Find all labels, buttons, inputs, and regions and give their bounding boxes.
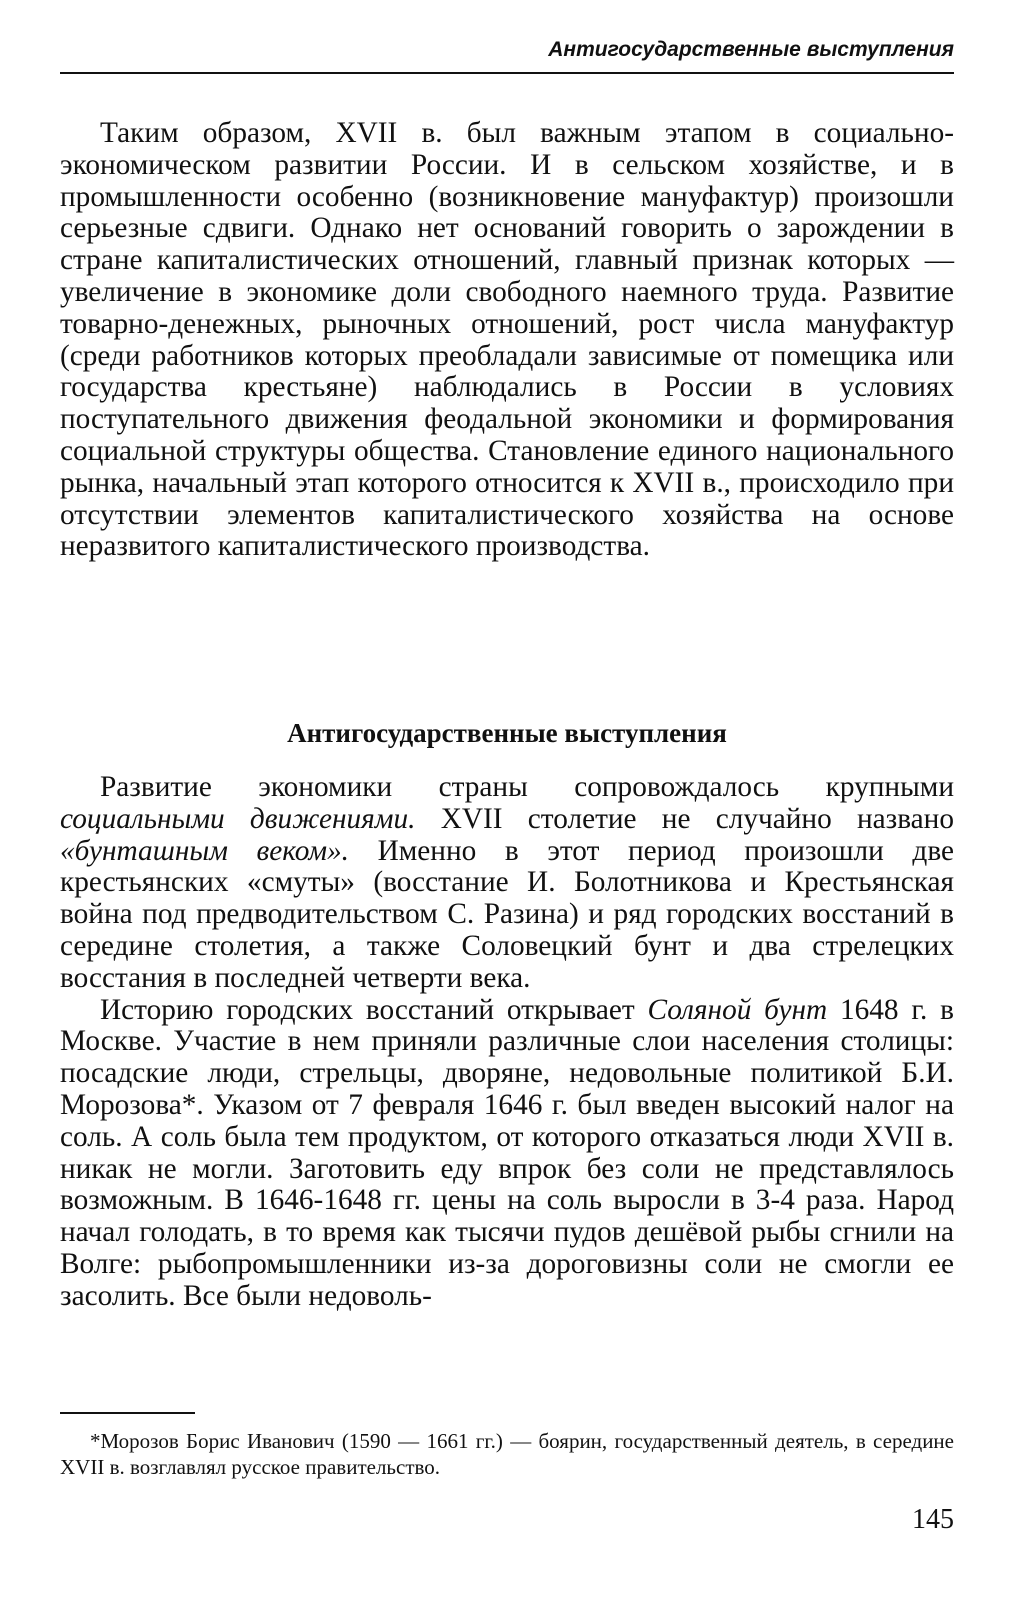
paragraph-3-text: 1648 г. в Москве. Участие в нем приняли различные слои населения столицы: посадские люди, стрельцы, дворяне, недовольные политикой Б.И. Морозова*. Указом от 7 февраля 1646 г. был введен высокий налог на соль. А соль была тем продуктом, от которого отказаться люди XVII в. никак не могли. Заготовить еду впрок без соли не представлялось возможным. В 1646-1648 гг. цены на соль выросли в 3-4 раза. Народ начал голодать, в то время как тысячи пудов дешёвой рыбы сгнили на Волге: рыбопромышленники из-за дороговизны соли не смогли ее засолить. Все были недоволь- xyxy=(60,993,954,1312)
paragraph-2-text: Развитие экономики страны сопровождалось крупными xyxy=(100,771,954,803)
paragraph-2 xyxy=(60,772,954,995)
paragraph-3-text: Историю городских восстаний открывает xyxy=(100,993,648,1026)
section-heading: Антигосударственные выступления xyxy=(287,718,727,748)
footnote-rule xyxy=(60,1412,195,1414)
page-number: 145 xyxy=(912,1504,954,1535)
running-header: Антигосударственные выступления xyxy=(548,38,954,61)
text-block-top xyxy=(60,118,954,563)
paragraph-2-text: XVII столетие не случайно названо xyxy=(415,802,955,835)
header-rule xyxy=(60,72,954,74)
text-block-bottom xyxy=(60,772,954,1313)
paragraph-2-emphasis: социальными движениями. xyxy=(60,802,416,835)
paragraph-3-emphasis: Соляной бунт xyxy=(647,993,828,1026)
paragraph-2-emphasis: «бунташным веком». xyxy=(60,834,349,867)
paragraph-2-text: Именно в этот период произошли две крестьянских «смуты» (восстание И. Болотникова и Крестьянская война под предводительством С. Разина) и ряд городских восстаний в середине столетия, а также Соловецкий бунт и два стрелецких восстания в последней четверти века. xyxy=(60,834,954,994)
footnote: *Морозов Борис Иванович (1590 — 1661 гг.) — боярин, государственный деятель, в середине XVII в. возглавлял русское правительство. xyxy=(60,1429,954,1479)
paragraph-1: Таким образом, XVII в. был важным этапом в социально-экономическом развитии России. И в сельском хозяйстве, и в промышленности особенно (возникновение мануфактур) произошли серьезные сдвиги. Однако нет оснований говорить о зарождении в стране капиталистических отношений, главный признак которых — увеличение в экономике доли свободного наемного труда. Развитие товарно-денежных, рыночных отношений, рост числа мануфактур (среди работников которых преобладали зависимые от помещика или государства крестьяне) наблюдались в России в условиях поступательного движения феодальной экономики и формирования социальной структуры общества. Становление единого национального рынка, начальный этап которого относится к XVII в., происходило при отсутствии элементов капиталистического хозяйства на основе неразвитого капиталистического производства. xyxy=(60,117,954,563)
paragraph-3 xyxy=(60,995,954,1313)
